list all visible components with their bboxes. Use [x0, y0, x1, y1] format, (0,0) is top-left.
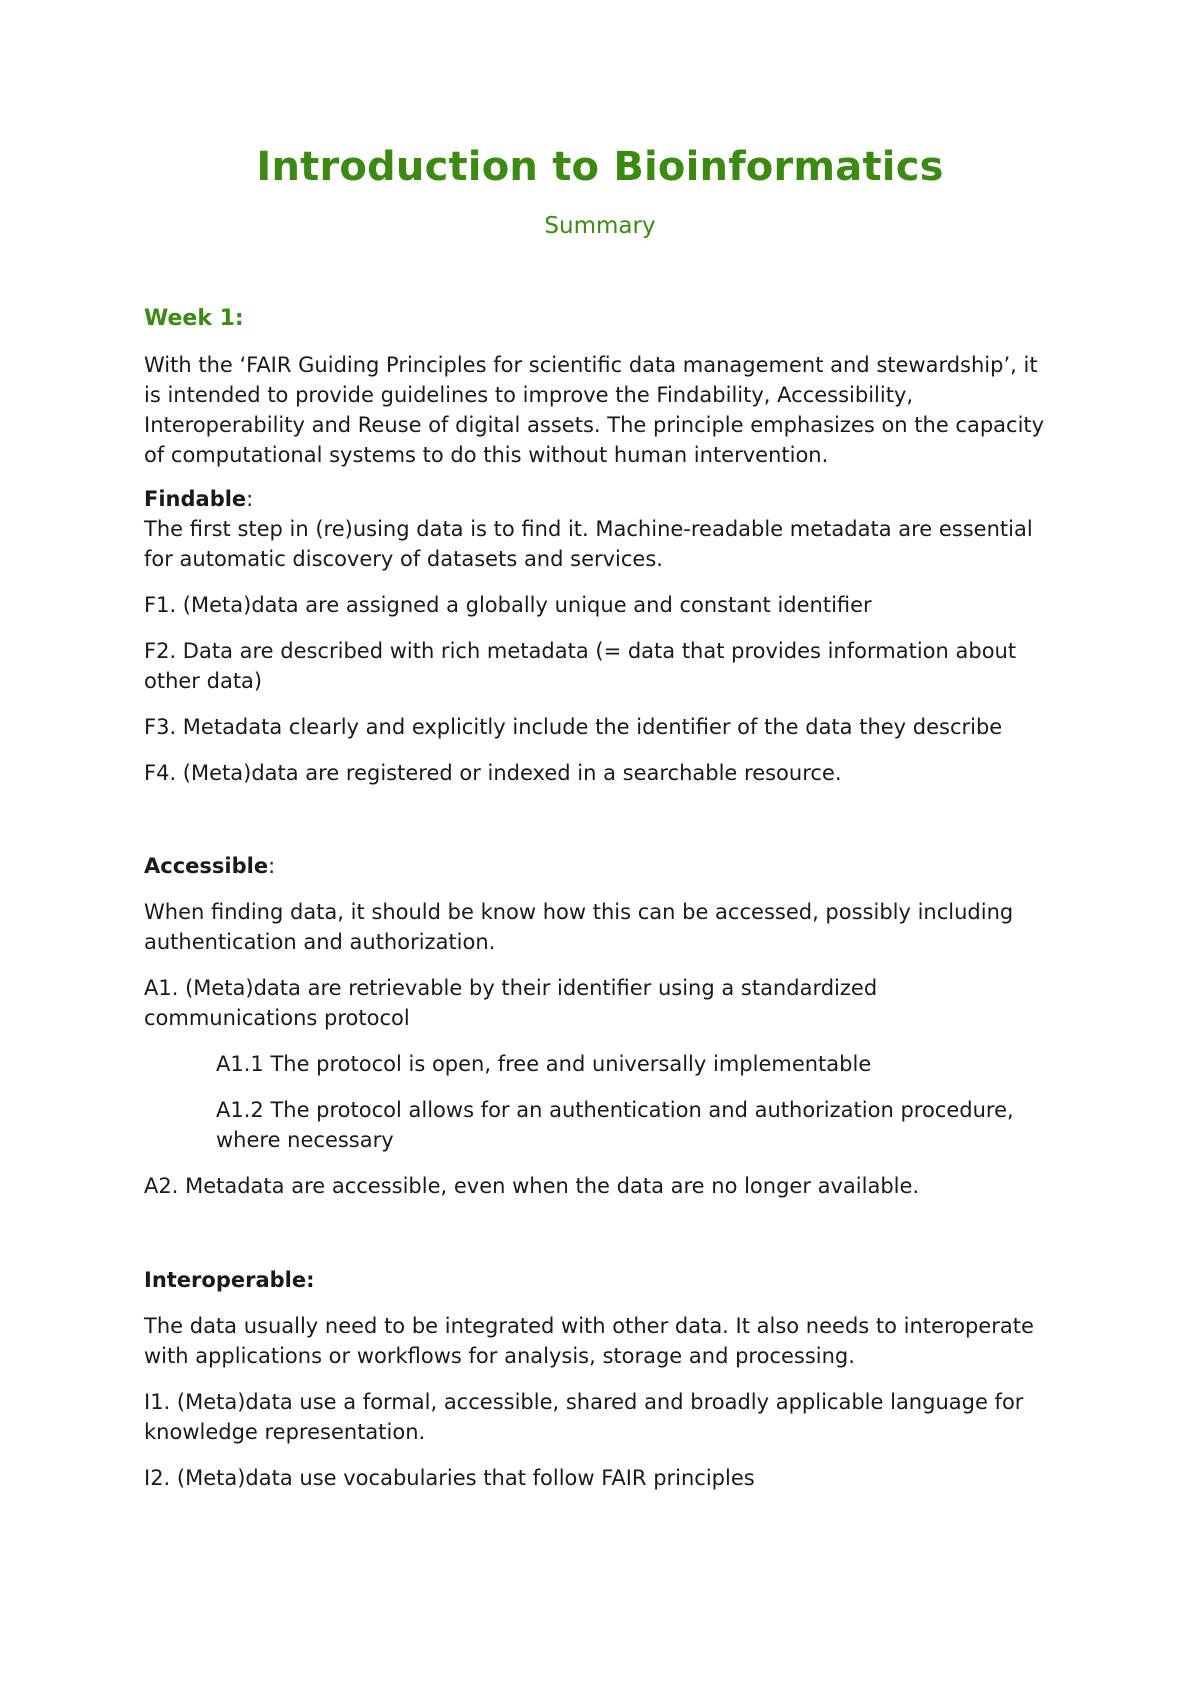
interoperable-heading: Interoperable: — [144, 1268, 315, 1292]
findable-description: The first step in (re)using data is to find it. Machine-readable metadata are essential for automatic discovery of datasets and services. — [144, 517, 1033, 571]
accessible-heading-line — [144, 851, 1056, 881]
accessible-item-a1-1: A1.1 The protocol is open, free and universally implementable — [216, 1052, 872, 1076]
findable-heading: Findable — [144, 487, 247, 511]
accessible-item-a1-2: A1.2 The protocol allows for an authentication and authorization procedure, where necessary — [216, 1098, 1014, 1152]
accessible-item-a2: A2. Metadata are accessible, even when the data are no longer available. — [144, 1174, 920, 1198]
accessible-item-a1: A1. (Meta)data are retrievable by their identifier using a standardized communications protocol — [144, 976, 878, 1030]
week-heading: Week 1: — [144, 306, 244, 331]
accessible-colon: : — [268, 854, 276, 878]
interoperable-item-i1: I1. (Meta)data use a formal, accessible, shared and broadly applicable language for knowledge representation. — [144, 1390, 1024, 1444]
interoperable-item-i2: I2. (Meta)data use vocabularies that follow FAIR principles — [144, 1466, 755, 1490]
findable-item-f2: F2. Data are described with rich metadata (= data that provides information about other data) — [144, 639, 1017, 693]
accessible-heading: Accessible — [144, 854, 269, 878]
accessible-description: When finding data, it should be know how this can be accessed, possibly including authentication and authorization. — [144, 900, 1014, 954]
interoperable-description: The data usually need to be integrated with other data. It also needs to interoperate with applications or workflows for analysis, storage and processing. — [144, 1314, 1034, 1368]
findable-item-f4: F4. (Meta)data are registered or indexed in a searchable resource. — [144, 761, 842, 785]
document-title: Introduction to Bioinformatics — [256, 144, 944, 190]
findable-item-f3: F3. Metadata clearly and explicitly include the identifier of the data they describe — [144, 715, 1003, 739]
findable-colon: : — [246, 487, 254, 511]
document-subtitle: Summary — [544, 213, 656, 239]
findable-heading-line — [144, 484, 1056, 514]
intro-paragraph: With the ‘FAIR Guiding Principles for scientific data management and stewardship’, it is intended to provide guidelines to improve the Findability, Accessibility, Interoperability and Reuse of digital assets. The principle emphasizes on the capacity of computational systems to do this without human intervention. — [144, 353, 1045, 467]
findable-item-f1: F1. (Meta)data are assigned a globally unique and constant identifier — [144, 593, 872, 617]
